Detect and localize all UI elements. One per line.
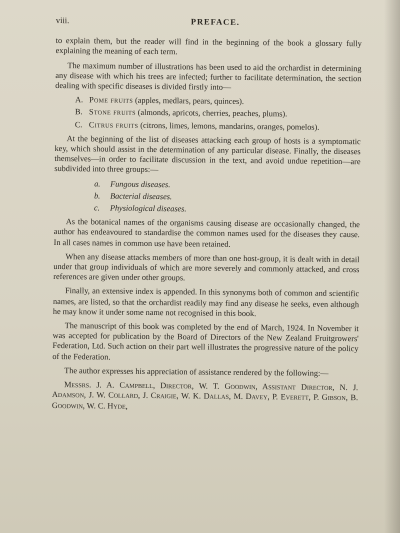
- disease-group-list: [54, 179, 360, 217]
- page-gutter-shadow: [384, 0, 400, 533]
- host-category-list: [55, 95, 361, 133]
- category-name: Pome fruits: [89, 95, 134, 106]
- list-label: c.: [93, 203, 100, 213]
- list-label: b.: [94, 191, 101, 201]
- category-members: (apples, medlars, pears, quinces).: [135, 96, 245, 107]
- category-members: (citrons, limes, lemons, mandarins, oranges, pomelos).: [140, 120, 320, 132]
- list-item: [54, 179, 360, 192]
- running-title: PREFACE.: [190, 17, 240, 27]
- group-name: Bacterial diseases.: [110, 191, 173, 202]
- page-header: [56, 16, 362, 29]
- list-label: a.: [94, 179, 101, 189]
- paragraph: to explain them, but the reader will find in the beginning of the book a glossary fully explaining the meaning of each term.: [55, 36, 362, 57]
- list-item: [55, 107, 361, 120]
- list-item: [55, 95, 361, 108]
- list-label: C.: [74, 119, 83, 129]
- category-members: (almonds, apricots, cherries, peaches, plums).: [137, 108, 288, 119]
- paragraph: The manuscript of this book was completed by the end of March, 1924. In November it was accepted for publication by the Board of Directors of the New Zealand Fruitgrowers' Federation, Ltd. Such action on their part well illustrates the progressive nature of the policy of the Federation.: [52, 321, 359, 362]
- list-item: [54, 203, 360, 216]
- page-text: [52, 16, 362, 418]
- group-name: Physiological diseases.: [109, 203, 187, 214]
- paragraph: The author expresses his appreciation of assistance rendered by the following:—: [64, 365, 329, 378]
- page-number: viii.: [55, 16, 70, 26]
- paragraph: Finally, an extensive index is appended. In this synonyms both of common and scientific names, are listed, so that the orchardist readily may find any disease he seeks, even although he may know it under some name not recognised in this book.: [52, 286, 360, 318]
- group-name: Fungous diseases.: [110, 179, 171, 189]
- list-label: B.: [74, 107, 83, 117]
- paragraph: The maximum number of illustrations has been used to aid the orchardist in determining any disease with which his trees are infected; further to facilitate determination, the section dealing with specific diseases is divided firstly into—: [55, 60, 362, 92]
- list-label: A.: [75, 95, 84, 105]
- list-item: [54, 191, 360, 204]
- paragraph: As the botanical names of the organisms causing disease are occasionally changed, the author has endeavoured to standardise the common names used for the diseases they cause. In all cases names in common use have been retained.: [53, 217, 360, 249]
- category-name: Citrus fruits: [88, 119, 139, 130]
- paragraph: When any disease attacks members of more than one host-group, it is dealt with in detail under that group individuals of which are more severely and commonly attacked, and cross references are given under other groups.: [53, 251, 360, 283]
- paragraph: At the beginning of the list of diseases attacking each group of hosts is a symptomatic key, which should assist in the determination of any particular disease. Finally, the diseases themselves—in order to facilitate discussion in the text, and avoid undue repetition—are subdivided into three groups:—: [54, 133, 361, 175]
- list-item: [55, 120, 361, 133]
- paragraph: Messrs. J. A. Campbell, Director, W. T. Goodwin, Assistant Director, N. J. Adamson, J. W. Collard, J. Craigie, W. K. Dallas, M. Davey, P. Everett, P. Gibson, B. Goodwin, W. C. Hyde,: [51, 380, 359, 411]
- category-name: Stone fruits: [88, 107, 136, 118]
